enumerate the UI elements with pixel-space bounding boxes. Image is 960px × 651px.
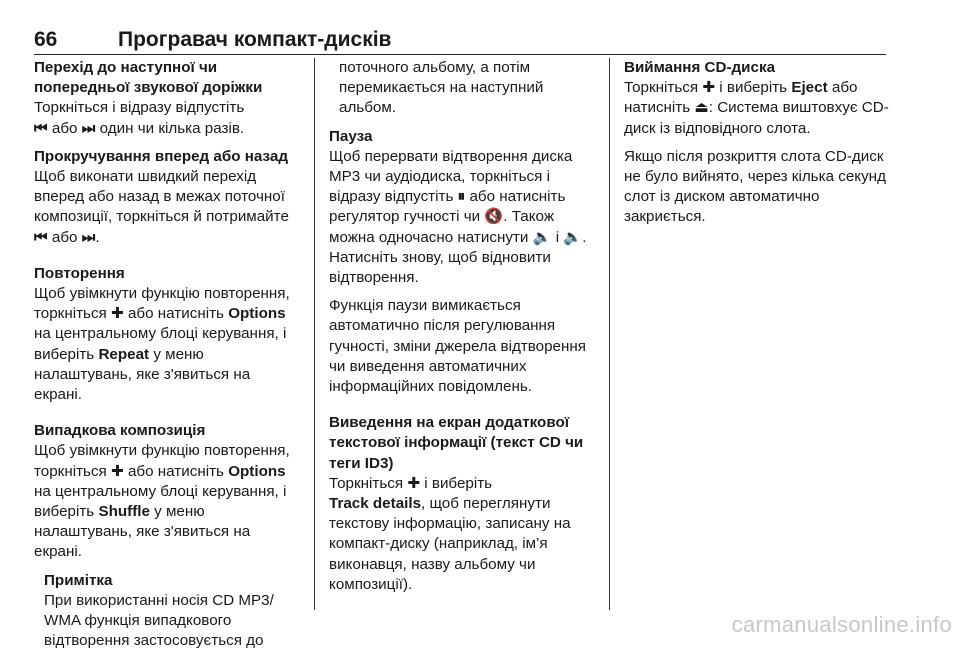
- plus-icon: ✚: [407, 474, 421, 492]
- section-text: Щоб увімкнути функцію повторення, торкніться ✚ або натисніть Options на центральному блоці керування, і виберіть Shuffle у меню налаштувань, яке з'явиться на екрані.: [34, 442, 290, 561]
- prev-track-icon: ⏮: [34, 119, 48, 137]
- note-title: Примітка: [44, 571, 113, 589]
- column-right: [609, 58, 889, 610]
- page-title: Програвач компакт-дисків: [118, 28, 392, 51]
- page-header: [34, 26, 886, 55]
- volume-up-icon: 🔈: [532, 228, 552, 246]
- mute-icon: 🔇: [484, 208, 504, 226]
- paragraph: Якщо після розкриття слота CD-диск не було вийнято, через кілька секунд слот із диском автоматично закриється.: [624, 147, 886, 226]
- options-label: Options: [228, 305, 286, 323]
- prev-track-icon: ⏮: [34, 228, 48, 246]
- section-title: Пауза: [329, 127, 373, 145]
- section-text: Щоб увімкнути функцію повторення, торкніться ✚ або натисніть Options на центральному блоці керування, і виберіть Repeat у меню налаштувань, яке з'явиться на екрані.: [34, 285, 290, 404]
- section-pause: [329, 127, 598, 289]
- note-text: При використанні носія CD MP3/ WMA функція випадкового відтворення застосовується до: [44, 591, 274, 650]
- volume-down-icon: 🔈: [563, 228, 583, 246]
- watermark: carmanualsonline.info: [731, 612, 952, 637]
- note-continuation: поточного альбому, а потім перемикається на наступний альбом.: [339, 59, 544, 117]
- note-block: [34, 571, 302, 651]
- column-left: [34, 58, 302, 650]
- page-number: 66: [34, 28, 58, 51]
- section-title: Виведення на екран додаткової текстової інформації (текст CD чи теги ID3): [329, 414, 584, 472]
- section-track-details: [329, 413, 598, 595]
- track-details-label: Track details: [329, 495, 422, 513]
- shuffle-label: Shuffle: [98, 503, 150, 521]
- plus-icon: ✚: [702, 79, 716, 97]
- section-repeat: [34, 264, 302, 405]
- eject-icon: ⏏: [694, 99, 709, 117]
- section-text: Торкніться ✚ і виберіть Eject або натисніть ⏏: Система виштовхує CD-диск із відповідного слота.: [624, 79, 889, 137]
- section-text: Торкніться і відразу відпустіть ⏮ або ⏭ один чи кілька разів.: [34, 98, 302, 138]
- section-text: Щоб перервати відтворення диска MP3 чи аудіодиска, торкніться і відразу відпустіть ⏸ або натисніть регулятор гучності чи 🔇. Також можна одночасно натиснути 🔈 і 🔈. Натисніть знову, щоб відновити відтворення.: [329, 147, 587, 287]
- column-middle: [314, 58, 598, 610]
- paragraph: Функція паузи вимикається автоматично після регулювання гучності, зміни джерела відтворення чи виведення автоматичних інформаційних повідомлень.: [329, 297, 586, 396]
- next-track-icon: ⏭: [81, 119, 96, 137]
- section-title: Перехід до наступної чи попередньої звукової доріжки: [34, 59, 263, 97]
- section-fast-forward: [34, 147, 302, 248]
- pause-icon: ⏸: [457, 188, 466, 206]
- next-track-icon: ⏭: [81, 228, 96, 246]
- plus-icon: ✚: [111, 305, 124, 323]
- section-title: Випадкова композиція: [34, 422, 206, 440]
- eject-info: [624, 147, 889, 228]
- section-title: Виймання CD-диска: [624, 59, 776, 76]
- section-text: Торкніться ✚ і виберіть Track details, щоб переглянути текстову інформацію, записану на компакт-диску (наприклад, ім’я виконавця, назву альбому чи композиції).: [329, 474, 571, 593]
- repeat-label: Repeat: [98, 345, 150, 363]
- options-label: Options: [228, 462, 286, 480]
- section-shuffle: [34, 421, 302, 562]
- pause-info: [329, 296, 598, 397]
- section-text: Щоб виконати швидкий перехід вперед або назад в межах поточної композиції, торкніться й потримайте ⏮ або ⏭.: [34, 167, 302, 248]
- continued-text: [329, 58, 598, 119]
- section-eject: [624, 58, 889, 139]
- section-track-change: [34, 58, 302, 139]
- section-title: Повторення: [34, 264, 125, 282]
- plus-icon: ✚: [111, 462, 124, 480]
- section-title: Прокручування вперед або назад: [34, 147, 288, 165]
- eject-label: Eject: [791, 79, 828, 97]
